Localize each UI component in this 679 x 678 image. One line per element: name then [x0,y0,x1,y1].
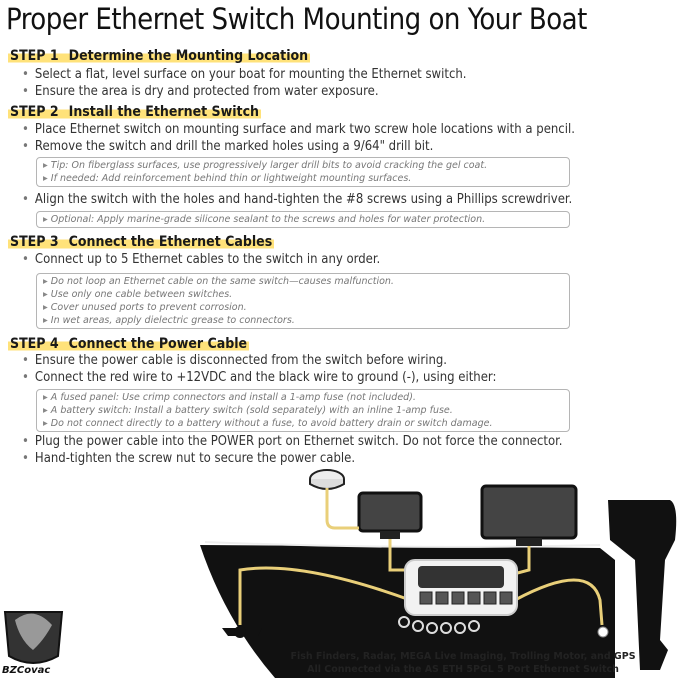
step-1-title: Determine the Mounting Location [68,48,309,64]
step-3-number: STEP 3 [10,234,59,250]
brand-logo-text: BZCovac [2,665,51,676]
step-3-bullet-1: • Connect up to 5 Ethernet cables to the switch in any order. [22,252,380,267]
step-4-bullet-3: • Plug the power cable into the POWER port on Ethernet switch. Do not force the connector. [22,434,562,449]
step-2-title: Install the Ethernet Switch [68,104,260,120]
step-2-bullet-1: • Place Ethernet switch on mounting surface and mark two screw hole locations with a pencil. [22,122,575,137]
step-4-bullet-1: • Ensure the power cable is disconnected from the switch before wiring. [22,353,447,368]
step-4-note-3: ▸ Do not connect directly to a battery without a fuse, to avoid battery drain or switch damage. [43,417,563,430]
large-display-icon [482,486,576,538]
step-2-bullet-3: • Align the switch with the holes and hand-tighten the #8 screws using a Phillips screwdriver. [22,192,572,207]
step-1-number: STEP 1 [10,48,59,64]
caption-line-1: Fish Finders, Radar, MEGA Live Imaging, Trolling Motor, and GPS [290,651,636,662]
caption-line-2: All Connected via the AS ETH 5PGL 5 Port Ethernet Switch [307,664,619,675]
step-2-number: STEP 2 [10,104,59,120]
step-4-note-1: ▸ A fused panel: Use crimp connectors and install a 1-amp fuse (not included). [43,391,563,404]
step-4-bullet-2: • Connect the red wire to +12VDC and the black wire to ground (-), using either: [22,370,496,385]
step-4-note-2: ▸ A battery switch: Install a battery switch (sold separately) with an inline 1-amp fuse. [43,404,563,417]
step-2-tip-2: ▸ If needed: Add reinforcement behind thin or lightweight mounting surfaces. [43,172,563,185]
step-2-bullet-2: • Remove the switch and drill the marked holes using a 9/64" drill bit. [22,139,433,154]
step-4-bullet-4: • Hand-tighten the screw nut to secure the power cable. [22,451,355,466]
step-3-note-4: ▸ In wet areas, apply dielectric grease to connectors. [43,314,563,327]
step-3-note-1: ▸ Do not loop an Ethernet cable on the same switch—causes malfunction. [43,275,563,288]
transducer-icon [598,627,608,637]
illustration-caption [268,650,658,676]
step-4-number: STEP 4 [10,336,59,352]
step-1-bullet-2: • Ensure the area is dry and protected from water exposure. [22,84,379,99]
step-3-title: Connect the Ethernet Cables [68,234,273,250]
step-2-optional-note: ▸ Optional: Apply marine-grade silicone sealant to the screws and holes for water protection. [43,213,563,226]
step-3-note-2: ▸ Use only one cable between switches. [43,288,563,301]
outboard-motor-icon [608,500,676,670]
step-1-bullet-1: • Select a flat, level surface on your boat for mounting the Ethernet switch. [22,67,467,82]
step-2-tip-1: ▸ Tip: On fiberglass surfaces, use progressively larger drill bits to avoid cracking the gel coat. [43,159,563,172]
page-title: Proper Ethernet Switch Mounting on Your Boat [6,2,587,36]
step-3-note-3: ▸ Cover unused ports to prevent corrosion. [43,301,563,314]
step-4-title: Connect the Power Cable [68,336,248,352]
small-display-icon [359,493,421,531]
